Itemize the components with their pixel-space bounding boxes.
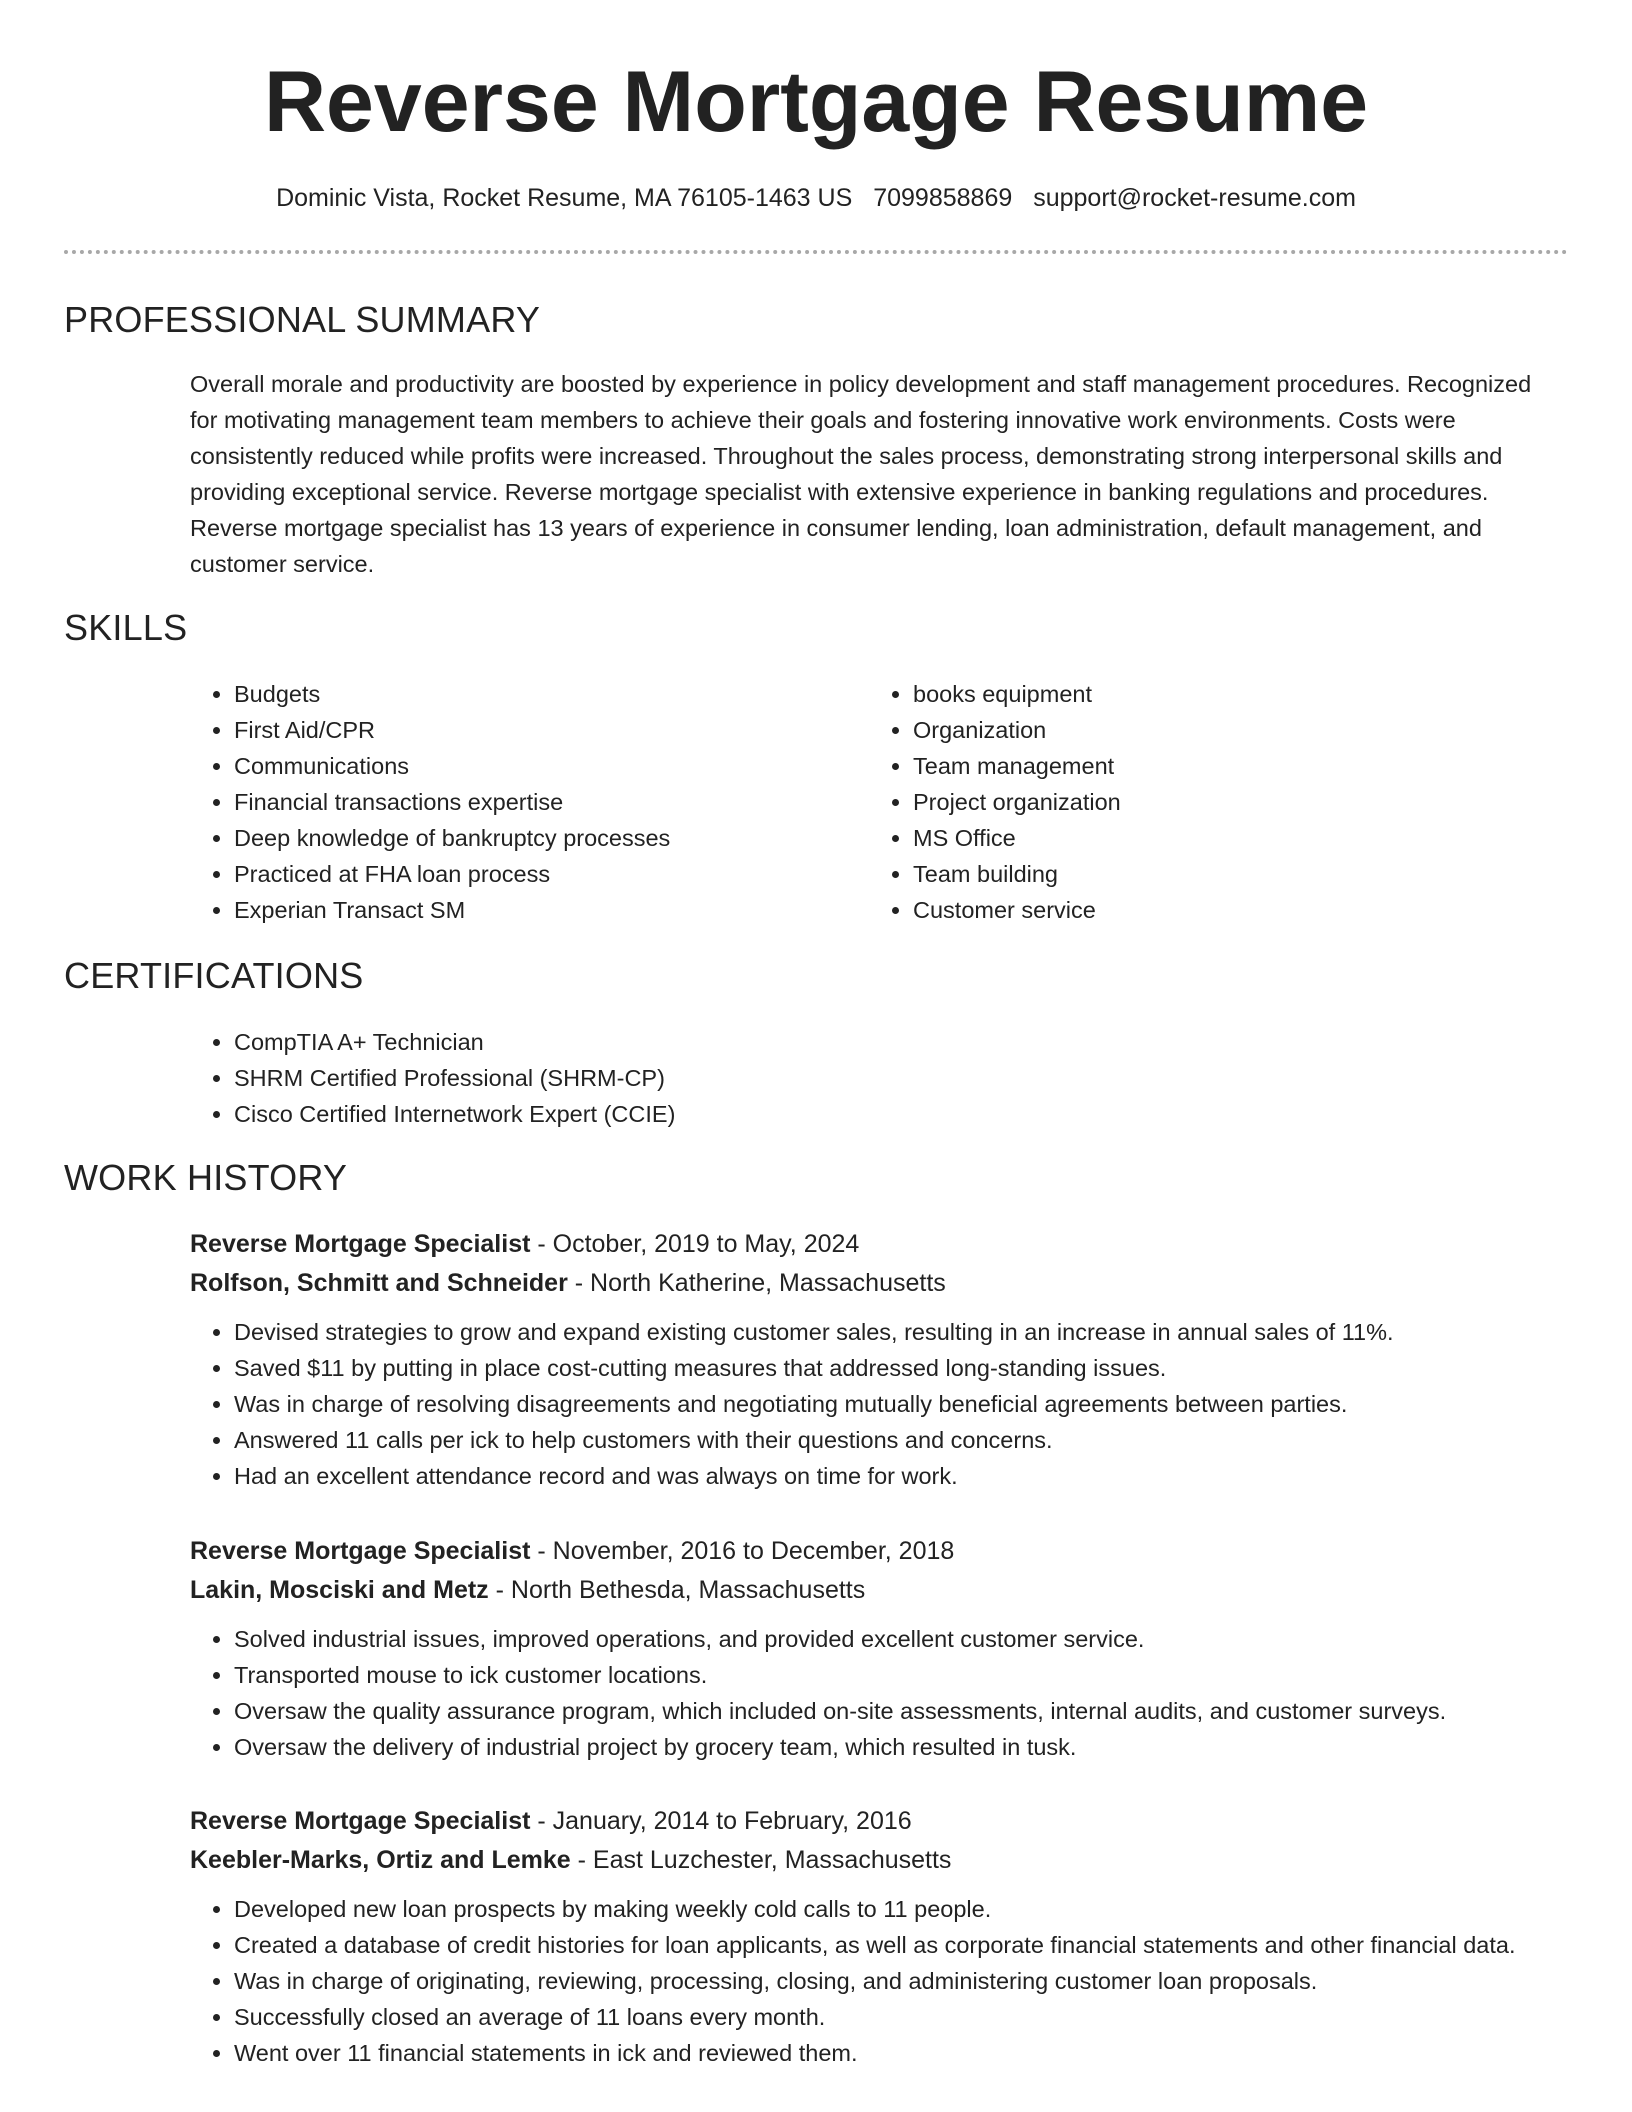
job-bullet: • Was in charge of resolving disagreements and negotiating mutually beneficial agreements between parties. bbox=[234, 1386, 1580, 1422]
header-divider bbox=[64, 250, 1568, 254]
skill-item: • Budgets bbox=[234, 676, 830, 712]
job-bullets bbox=[190, 1891, 1580, 2071]
job-location: - North Katherine, Massachusetts bbox=[567, 1269, 946, 1297]
skills-column-right bbox=[869, 676, 1509, 928]
skill-item: • Practiced at FHA loan process bbox=[234, 856, 830, 892]
skill-item: • Team management bbox=[913, 748, 1509, 784]
certifications-block bbox=[190, 1024, 1090, 1132]
job-location: - East Luzchester, Massachusetts bbox=[570, 1846, 952, 1874]
certification-item: • SHRM Certified Professional (SHRM-CP) bbox=[234, 1060, 1090, 1096]
job-entry bbox=[190, 1532, 1580, 1765]
contact-line bbox=[0, 180, 1632, 216]
section-title-skills: SKILLS bbox=[64, 607, 188, 648]
skill-item: • Project organization bbox=[913, 784, 1509, 820]
skill-item: • Communications bbox=[234, 748, 830, 784]
skill-item: • Deep knowledge of bankruptcy processes bbox=[234, 820, 830, 856]
summary-text: Overall morale and productivity are boosted by experience in policy development and staff management procedures. Recognized for motivating management team members to achieve their goals and fostering innovative work environments. Costs were consistently reduced while profits were increased. Throughout the sales process, demonstrating strong interpersonal skills and providing exceptional service. Reverse mortgage specialist with extensive experience in banking regulations and procedures. Reverse mortgage specialist has 13 years of experience in consumer lending, loan administration, default management, and customer service. bbox=[190, 371, 1532, 577]
skill-item: • Organization bbox=[913, 712, 1509, 748]
job-bullet: • Went over 11 financial statements in ick and reviewed them. bbox=[234, 2035, 1580, 2071]
section-title-summary: PROFESSIONAL SUMMARY bbox=[64, 299, 541, 340]
skills-list-right bbox=[869, 676, 1509, 928]
job-title: Reverse Mortgage Specialist bbox=[190, 1807, 531, 1835]
job-bullets bbox=[190, 1621, 1580, 1765]
skill-item: • MS Office bbox=[913, 820, 1509, 856]
job-title-line bbox=[190, 1225, 1580, 1264]
section-title-work-history: WORK HISTORY bbox=[64, 1157, 348, 1198]
skill-item: • Customer service bbox=[913, 892, 1509, 928]
job-bullet: • Developed new loan prospects by making weekly cold calls to 11 people. bbox=[234, 1891, 1580, 1927]
job-bullet: • Transported mouse to ick customer locations. bbox=[234, 1657, 1580, 1693]
job-dates: - October, 2019 to May, 2024 bbox=[530, 1230, 860, 1258]
job-title: Reverse Mortgage Specialist bbox=[190, 1537, 531, 1565]
job-company: Lakin, Mosciski and Metz bbox=[190, 1576, 489, 1604]
job-dates: - January, 2014 to February, 2016 bbox=[530, 1807, 912, 1835]
contact-email: support@rocket-resume.com bbox=[1033, 184, 1356, 212]
job-bullet: • Solved industrial issues, improved operations, and provided excellent customer service. bbox=[234, 1621, 1580, 1657]
skill-item: • Experian Transact SM bbox=[234, 892, 830, 928]
job-company-line bbox=[190, 1264, 1580, 1303]
job-location: - North Bethesda, Massachusetts bbox=[488, 1576, 866, 1604]
job-bullet: • Devised strategies to grow and expand existing customer sales, resulting in an increase in annual sales of 11%. bbox=[234, 1314, 1580, 1350]
job-dates: - November, 2016 to December, 2018 bbox=[530, 1537, 955, 1565]
skills-list-left bbox=[190, 676, 830, 928]
skill-item: • Financial transactions expertise bbox=[234, 784, 830, 820]
skill-item: • Team building bbox=[913, 856, 1509, 892]
job-bullet: • Oversaw the delivery of industrial project by grocery team, which resulted in tusk. bbox=[234, 1729, 1580, 1765]
job-company: Rolfson, Schmitt and Schneider bbox=[190, 1269, 568, 1297]
certification-item: • Cisco Certified Internetwork Expert (CCIE) bbox=[234, 1096, 1090, 1132]
skills-column-left bbox=[190, 676, 830, 928]
job-bullet: • Had an excellent attendance record and was always on time for work. bbox=[234, 1458, 1580, 1494]
job-title-line bbox=[190, 1802, 1580, 1841]
job-company-line bbox=[190, 1841, 1580, 1880]
job-bullet: • Answered 11 calls per ick to help customers with their questions and concerns. bbox=[234, 1422, 1580, 1458]
certifications-list bbox=[190, 1024, 1090, 1132]
job-bullet: • Created a database of credit histories for loan applicants, as well as corporate financial statements and other financial data. bbox=[234, 1927, 1580, 1963]
job-title: Reverse Mortgage Specialist bbox=[190, 1230, 531, 1258]
certification-item: • CompTIA A+ Technician bbox=[234, 1024, 1090, 1060]
job-bullets bbox=[190, 1314, 1580, 1494]
job-entry bbox=[190, 1225, 1580, 1494]
job-entry bbox=[190, 1802, 1580, 2071]
contact-address: Dominic Vista, Rocket Resume, MA 76105-1463 US bbox=[276, 184, 853, 212]
section-title-certifications: CERTIFICATIONS bbox=[64, 955, 364, 996]
job-bullet: • Successfully closed an average of 11 loans every month. bbox=[234, 1999, 1580, 2035]
job-company: Keebler-Marks, Ortiz and Lemke bbox=[190, 1846, 571, 1874]
job-bullet: • Oversaw the quality assurance program, which included on-site assessments, internal audits, and customer surveys. bbox=[234, 1693, 1580, 1729]
job-bullet: • Saved $11 by putting in place cost-cutting measures that addressed long-standing issues. bbox=[234, 1350, 1580, 1386]
resume-title: Reverse Mortgage Resume bbox=[263, 54, 1369, 150]
skill-item: • First Aid/CPR bbox=[234, 712, 830, 748]
skill-item: • books equipment bbox=[913, 676, 1509, 712]
job-title-line bbox=[190, 1532, 1580, 1571]
job-bullet: • Was in charge of originating, reviewing, processing, closing, and administering customer loan proposals. bbox=[234, 1963, 1580, 1999]
job-company-line bbox=[190, 1571, 1580, 1610]
contact-phone: 7099858869 bbox=[873, 184, 1013, 212]
